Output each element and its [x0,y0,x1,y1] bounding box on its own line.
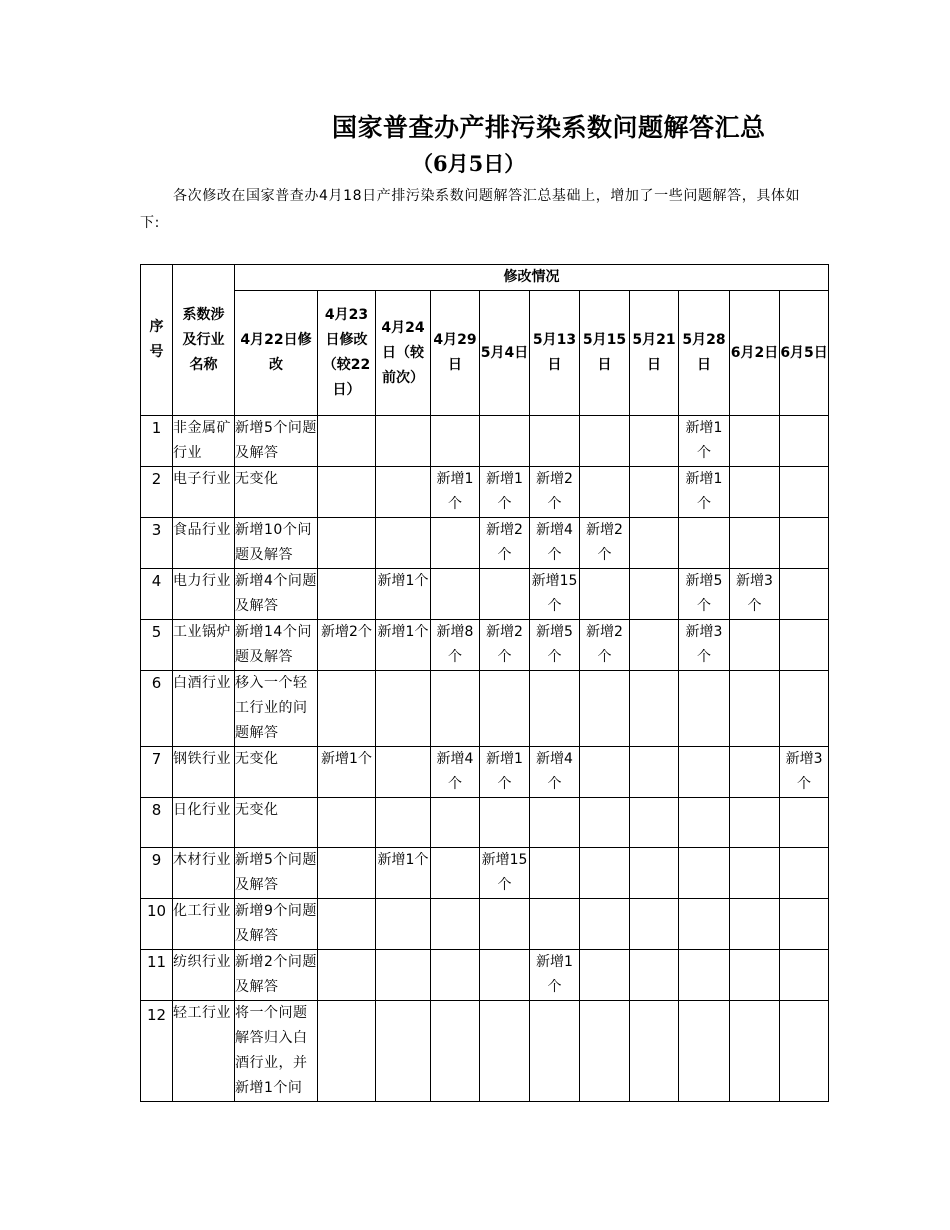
table-row [141,518,829,569]
row-change-cell [679,950,730,1001]
row-change-cell [431,848,480,899]
row-change-cell [679,671,730,747]
table-header-row-2 [141,291,829,416]
row-change-cell: 新增1个 [679,467,730,518]
row-change-cell [530,1001,580,1102]
row-change-cell [530,416,580,467]
document-subtitle: （6月5日） [412,151,526,176]
row-change-cell [630,467,679,518]
row-change-cell [318,518,376,569]
table-row [141,1001,829,1102]
row-change-cell [780,416,829,467]
row-change-cell [318,950,376,1001]
row-seq: 4 [141,569,173,620]
row-industry-name: 非金属矿行业 [173,416,235,467]
row-change-cell: 新增3个 [679,620,730,671]
row-change-cell [630,798,679,848]
row-change-cell: 新增8个 [431,620,480,671]
row-change-cell [630,950,679,1001]
table-row [141,747,829,798]
row-industry-name: 化工行业 [173,899,235,950]
row-industry-name: 白酒行业 [173,671,235,747]
row-change-cell: 新增2个 [530,467,580,518]
table-row [141,798,829,848]
row-change-cell [580,798,630,848]
row-change-summary: 新增9个问题及解答 [235,899,318,950]
header-col-8: 5月28日 [679,291,730,416]
row-change-cell [630,671,679,747]
row-change-cell [580,1001,630,1102]
row-change-cell [480,569,530,620]
row-change-cell [630,1001,679,1102]
row-change-cell: 新增2个 [480,518,530,569]
row-change-cell [530,848,580,899]
row-change-cell [780,569,829,620]
table-row [141,899,829,950]
row-change-cell [431,416,480,467]
row-change-cell [630,569,679,620]
row-change-cell [679,848,730,899]
row-industry-name: 电力行业 [173,569,235,620]
row-change-cell [530,899,580,950]
row-seq: 8 [141,798,173,848]
header-col-7: 5月21日 [630,291,679,416]
row-change-cell [580,569,630,620]
row-change-summary: 新增5个问题及解答 [235,416,318,467]
row-change-cell: 新增1个 [480,747,530,798]
row-change-cell: 新增4个 [431,747,480,798]
row-change-cell [431,1001,480,1102]
row-change-cell [730,671,780,747]
row-change-cell [376,798,431,848]
row-change-cell [431,671,480,747]
row-change-cell [318,798,376,848]
row-change-cell: 新增2个 [480,620,530,671]
row-change-summary: 新增4个问题及解答 [235,569,318,620]
row-industry-name: 食品行业 [173,518,235,569]
row-change-summary: 无变化 [235,467,318,518]
table-row [141,848,829,899]
row-seq: 3 [141,518,173,569]
row-change-cell [580,747,630,798]
row-change-cell [530,798,580,848]
header-col-9: 6月2日 [730,291,780,416]
row-change-cell [431,569,480,620]
row-change-summary: 新增2个问题及解答 [235,950,318,1001]
header-col-1: 4月23日修改（较22日） [318,291,376,416]
row-change-cell [730,467,780,518]
row-change-cell [480,416,530,467]
row-change-cell [630,747,679,798]
table-body [141,416,829,1102]
row-change-cell [780,950,829,1001]
row-change-cell [580,671,630,747]
row-change-cell [730,620,780,671]
row-change-cell [530,671,580,747]
row-change-cell [630,848,679,899]
row-change-summary: 无变化 [235,747,318,798]
row-change-cell [318,899,376,950]
row-change-cell [730,950,780,1001]
row-change-cell [376,747,431,798]
row-change-cell [730,848,780,899]
row-change-cell [318,671,376,747]
row-change-cell [679,798,730,848]
row-change-cell [780,798,829,848]
row-change-cell [730,1001,780,1102]
row-seq: 12 [141,1001,173,1102]
row-change-cell [431,798,480,848]
table-header-row-1 [141,265,829,291]
row-change-cell: 新增2个 [580,518,630,569]
row-change-cell [730,416,780,467]
row-change-cell: 新增1个 [376,569,431,620]
header-col-2: 4月24日（较前次） [376,291,431,416]
row-change-cell [730,899,780,950]
row-change-cell [780,620,829,671]
row-change-cell [376,518,431,569]
row-change-cell [780,848,829,899]
row-change-cell [480,798,530,848]
row-change-cell: 新增1个 [376,620,431,671]
row-change-cell [431,899,480,950]
table-row [141,620,829,671]
row-change-cell [376,899,431,950]
row-change-cell [480,1001,530,1102]
table-row [141,950,829,1001]
row-change-cell [780,518,829,569]
row-change-cell [580,950,630,1001]
row-change-summary: 新增10个问题及解答 [235,518,318,569]
row-change-cell [318,848,376,899]
table-row [141,416,829,467]
row-change-cell [376,671,431,747]
row-change-cell [318,1001,376,1102]
row-change-cell [730,798,780,848]
row-industry-name: 轻工行业 [173,1001,235,1102]
table-row [141,569,829,620]
row-change-cell [679,518,730,569]
header-col-5: 5月13日 [530,291,580,416]
row-change-cell [376,950,431,1001]
row-change-cell: 新增2个 [580,620,630,671]
row-change-cell: 新增2个 [318,620,376,671]
table-row [141,671,829,747]
row-change-cell [431,950,480,1001]
row-change-cell [580,416,630,467]
row-change-cell: 新增4个 [530,518,580,569]
row-change-cell: 新增1个 [431,467,480,518]
intro-paragraph: 各次修改在国家普查办4月18日产排污染系数问题解答汇总基础上，增加了一些问题解答，具体如下: [140,188,801,231]
row-seq: 7 [141,747,173,798]
row-change-cell: 新增4个 [530,747,580,798]
row-change-cell [679,899,730,950]
row-change-cell: 新增15个 [530,569,580,620]
row-change-cell [318,569,376,620]
row-industry-name: 木材行业 [173,848,235,899]
row-industry-name: 钢铁行业 [173,747,235,798]
row-industry-name: 工业锅炉 [173,620,235,671]
row-seq: 11 [141,950,173,1001]
header-col-4: 5月4日 [480,291,530,416]
row-change-cell [376,1001,431,1102]
row-change-cell [580,848,630,899]
row-change-cell: 新增1个 [679,416,730,467]
row-seq: 6 [141,671,173,747]
header-seq: 序号 [141,265,173,416]
header-industry-name: 系数涉及行业名称 [173,265,235,416]
row-change-cell [630,518,679,569]
row-seq: 2 [141,467,173,518]
header-col-0: 4月22日修改 [235,291,318,416]
row-change-cell [376,416,431,467]
row-change-cell [630,416,679,467]
header-col-6: 5月15日 [580,291,630,416]
row-industry-name: 日化行业 [173,798,235,848]
row-seq: 5 [141,620,173,671]
row-change-cell [780,1001,829,1102]
row-change-cell: 新增1个 [318,747,376,798]
row-seq: 10 [141,899,173,950]
row-change-cell: 新增3个 [780,747,829,798]
row-change-cell [318,467,376,518]
row-change-cell [730,518,780,569]
row-change-cell: 新增3个 [730,569,780,620]
row-change-cell [630,899,679,950]
row-change-summary: 将一个问题解答归入白酒行业，并新增1个问 [235,1001,318,1102]
row-change-cell [730,747,780,798]
row-change-cell [630,620,679,671]
row-change-cell: 新增15个 [480,848,530,899]
row-change-cell: 新增5个 [530,620,580,671]
row-change-cell [679,1001,730,1102]
revision-summary-table [140,264,829,1102]
row-change-cell [431,518,480,569]
row-change-cell: 新增1个 [376,848,431,899]
document-title: 国家普查办产排污染系数问题解答汇总 [332,113,766,142]
header-revision-group: 修改情况 [235,265,829,291]
row-change-cell: 新增5个 [679,569,730,620]
row-change-cell [480,671,530,747]
row-seq: 1 [141,416,173,467]
row-industry-name: 纺织行业 [173,950,235,1001]
header-col-3: 4月29日 [431,291,480,416]
row-change-cell: 新增1个 [530,950,580,1001]
row-change-cell [480,950,530,1001]
row-change-summary: 移入一个轻工行业的问题解答 [235,671,318,747]
row-change-summary: 无变化 [235,798,318,848]
row-change-summary: 新增14个问题及解答 [235,620,318,671]
header-col-10: 6月5日 [780,291,829,416]
row-change-cell [780,899,829,950]
row-change-cell [480,899,530,950]
row-industry-name: 电子行业 [173,467,235,518]
row-change-cell [780,467,829,518]
row-change-cell [376,467,431,518]
row-change-cell [679,747,730,798]
row-seq: 9 [141,848,173,899]
row-change-cell [780,671,829,747]
row-change-cell [580,899,630,950]
row-change-cell: 新增1个 [480,467,530,518]
row-change-cell [318,416,376,467]
row-change-cell [580,467,630,518]
table-row [141,467,829,518]
row-change-summary: 新增5个问题及解答 [235,848,318,899]
